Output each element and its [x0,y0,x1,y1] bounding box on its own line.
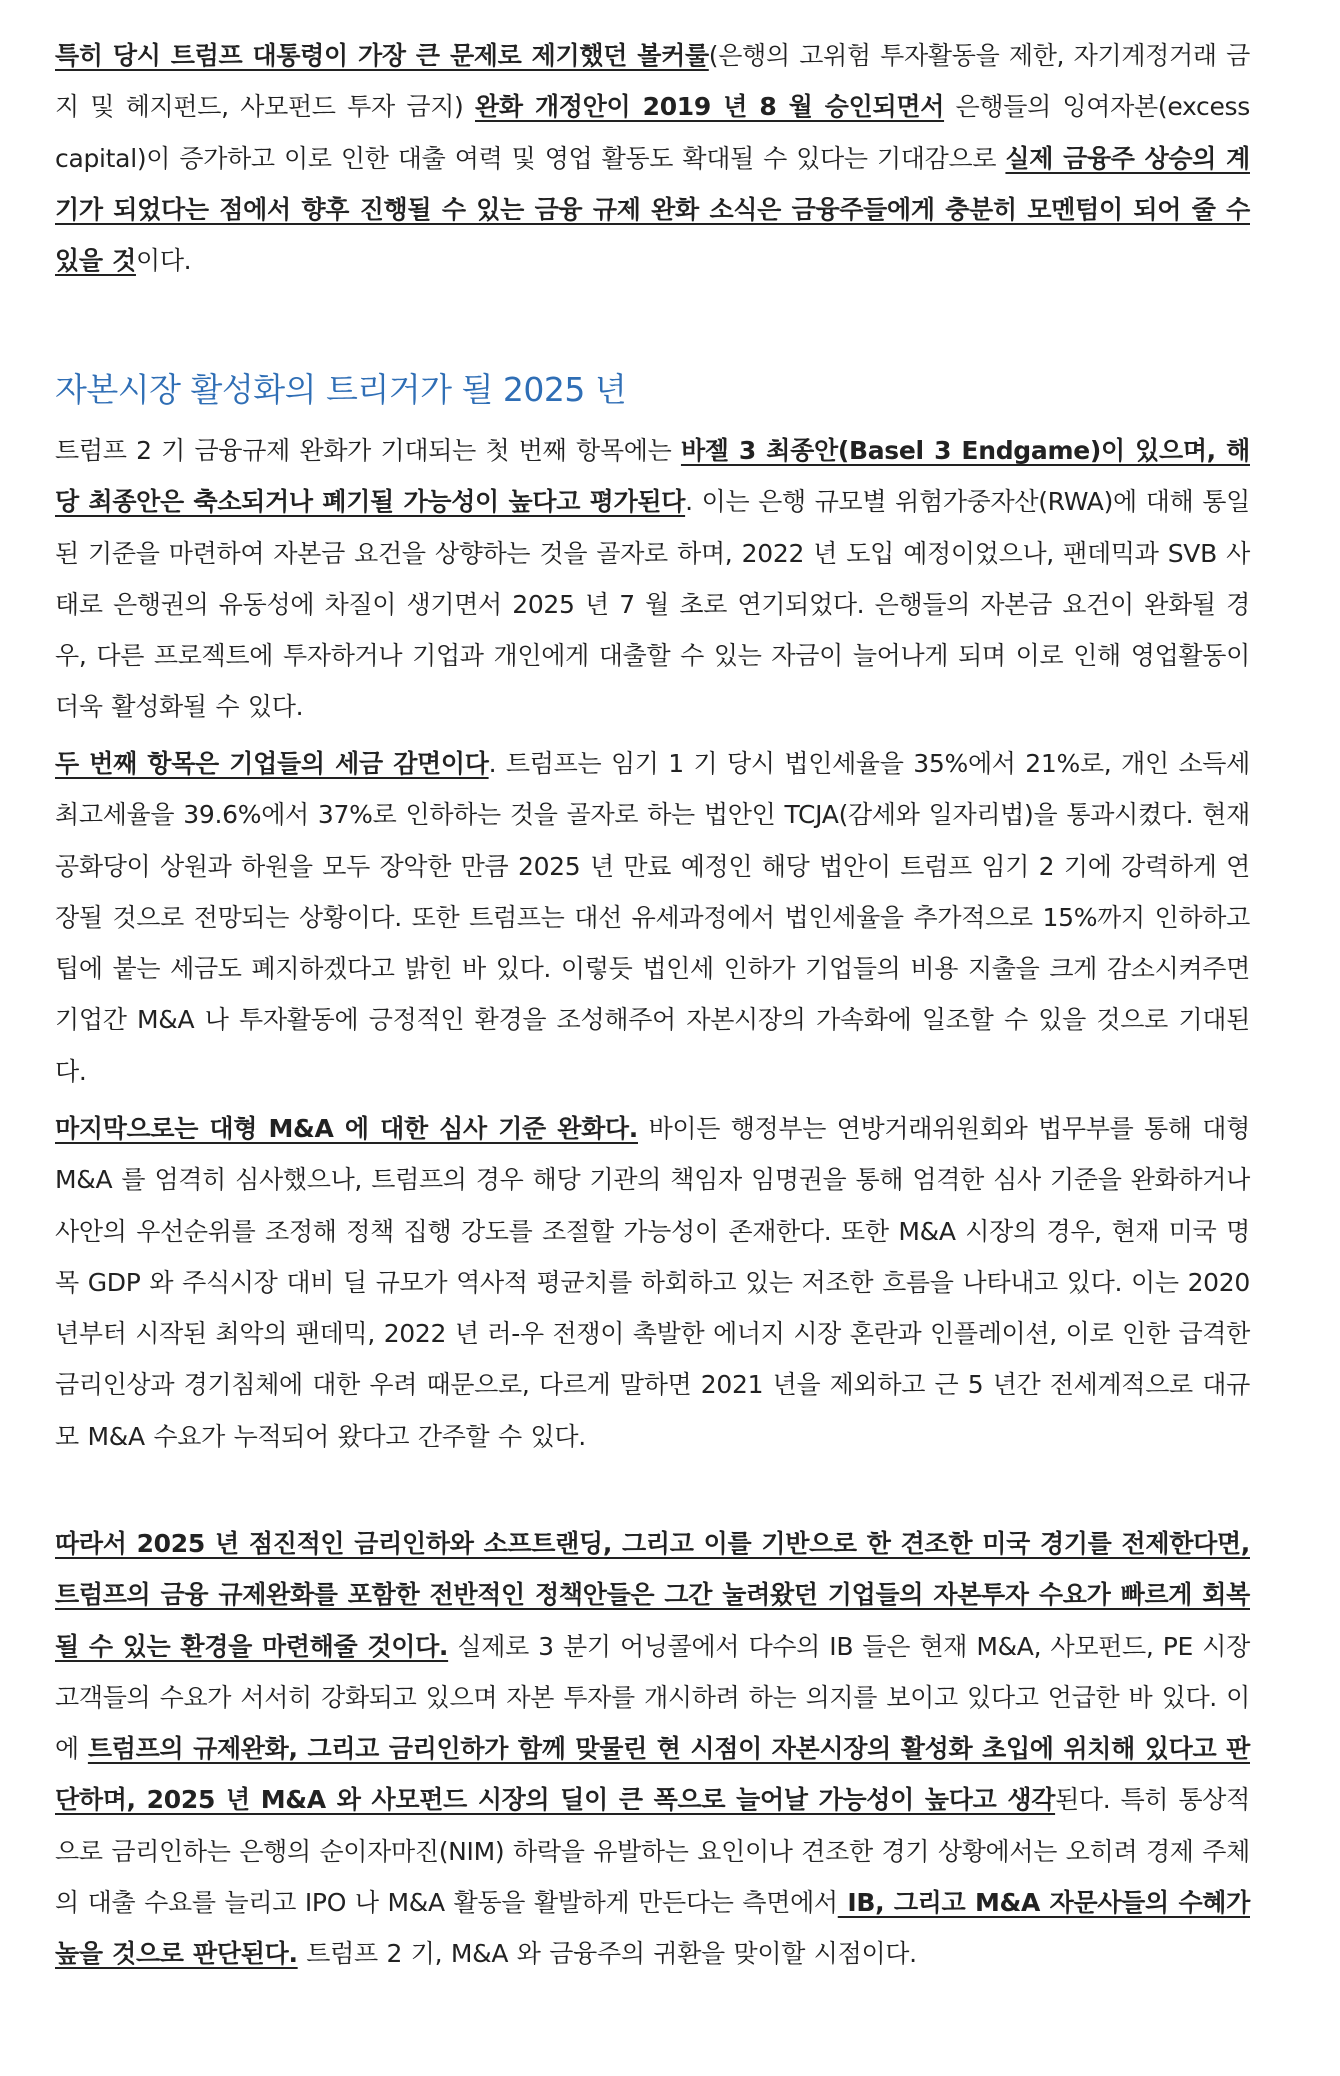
paragraph-conclusion [55,1518,1250,1980]
body-text: 은행들의 잉여자본(excess capital)이 증가하고 이로 인한 대출 여력 및 영업 활동도 확대될 수 있다는 기대감으로 [55,92,1250,173]
body-text: . 이는 은행 규모별 위험가중자산(RWA)에 대해 통일된 기준을 마련하여 자본금 요건을 상향하는 것을 골자로 하며, 2022 년 도입 예정이었으나, 팬데믹과 SVB 사태로 은행권의 유동성에 차질이 생기면서 2025 년 7 월 초로 연기되었다. 은행들의 자본금 요건이 완화될 경우, 다른 프로젝트에 투자하거나 기업과 개인에게 대출할 수 있는 자금이 늘어나게 되며 이로 인해 영업활동이 더욱 활성화될 수 있다. [55,487,1250,722]
body-text: 이다. [135,246,192,276]
emphasis-text: 실제 금융주 상승의 계기가 되었다는 점에서 향후 진행될 수 있는 금융 규제 완화 소식은 금융주들에게 충분히 모멘텀이 되어 줄 수 있을 것 [55,143,1250,276]
body-text: . 트럼프는 임기 1 기 당시 법인세율을 35%에서 21%로, 개인 소득세 최고세율을 39.6%에서 37%로 인하하는 것을 골자로 하는 법안인 TCJA(감세와 일자리법)을 통과시켰다. 현재 공화당이 상원과 하원을 모두 장악한 만큼 2025 년 만료 예정인 해당 법안이 트럼프 임기 2 기에 강력하게 연장될 것으로 전망되는 상황이다. 또한 트럼프는 대선 유세과정에서 법인세율을 추가적으로 15%까지 인하하고 팁에 붙는 세금도 폐지하겠다고 밝힌 바 있다. 이렇듯 법인세 인하가 기업들의 비용 지출을 크게 감소시켜주면 기업간 M&A 나 투자활동에 긍정적인 환경을 조성해주어 자본시장의 가속화에 일조할 수 있을 것으로 기대된다. [55,749,1250,1086]
paragraph-volcker-rule [55,30,1250,286]
emphasis-text: 마지막으로는 대형 M&A 에 대한 심사 기준 완화다. [55,1114,638,1143]
paragraph-basel3 [55,425,1250,733]
emphasis-text: 두 번째 항목은 기업들의 세금 감면이다 [55,749,489,778]
section-heading: 자본시장 활성화의 트리거가 될 2025 년 [55,370,627,409]
emphasis-text: IB, 그리고 M&A 자문사들의 수혜가 높을 것으로 판단된다. [55,1888,1250,1969]
body-text: 바이든 행정부는 연방거래위원회와 법무부를 통해 대형 M&A 를 엄격히 심사했으나, 트럼프의 경우 해당 기관의 책임자 임명권을 통해 엄격한 심사 기준을 완화하거나 사안의 우선순위를 조정해 정책 집행 강도를 조절할 가능성이 존재한다. 또한 M&A 시장의 경우, 현재 미국 명목 GDP 와 주식시장 대비 딜 규모가 역사적 평균치를 하회하고 있는 저조한 흐름을 나타내고 있다. 이는 2020 년부터 시작된 최악의 팬데믹, 2022 년 러-우 전쟁이 촉발한 에너지 시장 혼란과 인플레이션, 이로 인한 급격한 금리인상과 경기침체에 대한 우려 때문으로, 다르게 말하면 2021 년을 제외하고 근 5 년간 전세계적으로 대규모 M&A 수요가 누적되어 왔다고 간주할 수 있다. [55,1114,1251,1451]
emphasis-text: 따라서 2025 년 점진적인 금리인하와 소프트랜딩, 그리고 이를 기반으로 한 견조한 미국 경기를 전제한다면, 트럼프의 금융 규제완화를 포함한 전반적인 정책안들은 그간 눌려왔던 기업들의 자본투자 수요가 빠르게 회복될 수 있는 환경을 마련해줄 것이다. [55,1529,1250,1661]
body-text: 트럼프 2 기 금융규제 완화가 기대되는 첫 번째 항목에는 [55,436,681,465]
body-text: (은행의 고위험 투자활동을 제한, 자기계정거래 금지 및 헤지펀드, 사모펀드 투자 금지) [55,41,1250,122]
body-text: 트럼프 2 기, M&A 와 금융주의 귀환을 맞이할 시점이다. [297,1939,917,1969]
paragraph-ma-review [55,1103,1250,1462]
emphasis-text: 바젤 3 최종안(Basel 3 Endgame)이 있으며, 해당 최종안은 축소되거나 폐기될 가능성이 높다고 평가된다 [55,436,1250,517]
body-text: 실제로 3 분기 어닝콜에서 다수의 IB 들은 현재 M&A, 사모펀드, PE 시장 고객들의 수요가 서서히 강화되고 있으며 자본 투자를 개시하려 하는 의지를 보이고 있다고 언급한 바 있다. 이에 [55,1631,1250,1764]
emphasis-text: 완화 개정안이 2019 년 8 월 승인되면서 [475,92,945,122]
body-text: 된다. 특히 통상적으로 금리인하는 은행의 순이자마진(NIM) 하락을 유발하는 요인이나 견조한 경기 상황에서는 오히려 경제 주체의 대출 수요를 늘리고 IPO 나 M&A 활동을 활발하게 만든다는 측면에서 [55,1785,1250,1918]
emphasis-text: 트럼프의 규제완화, 그리고 금리인하가 함께 맞물린 현 시점이 자본시장의 활성화 초입에 위치해 있다고 판단하며, 2025 년 M&A 와 사모펀드 시장의 딜이 큰 폭으로 늘어날 가능성이 높다고 생각 [55,1734,1250,1815]
paragraph-tax-cut [55,738,1250,1097]
emphasis-text: 특히 당시 트럼프 대통령이 가장 큰 문제로 제기했던 볼커룰 [55,41,709,70]
